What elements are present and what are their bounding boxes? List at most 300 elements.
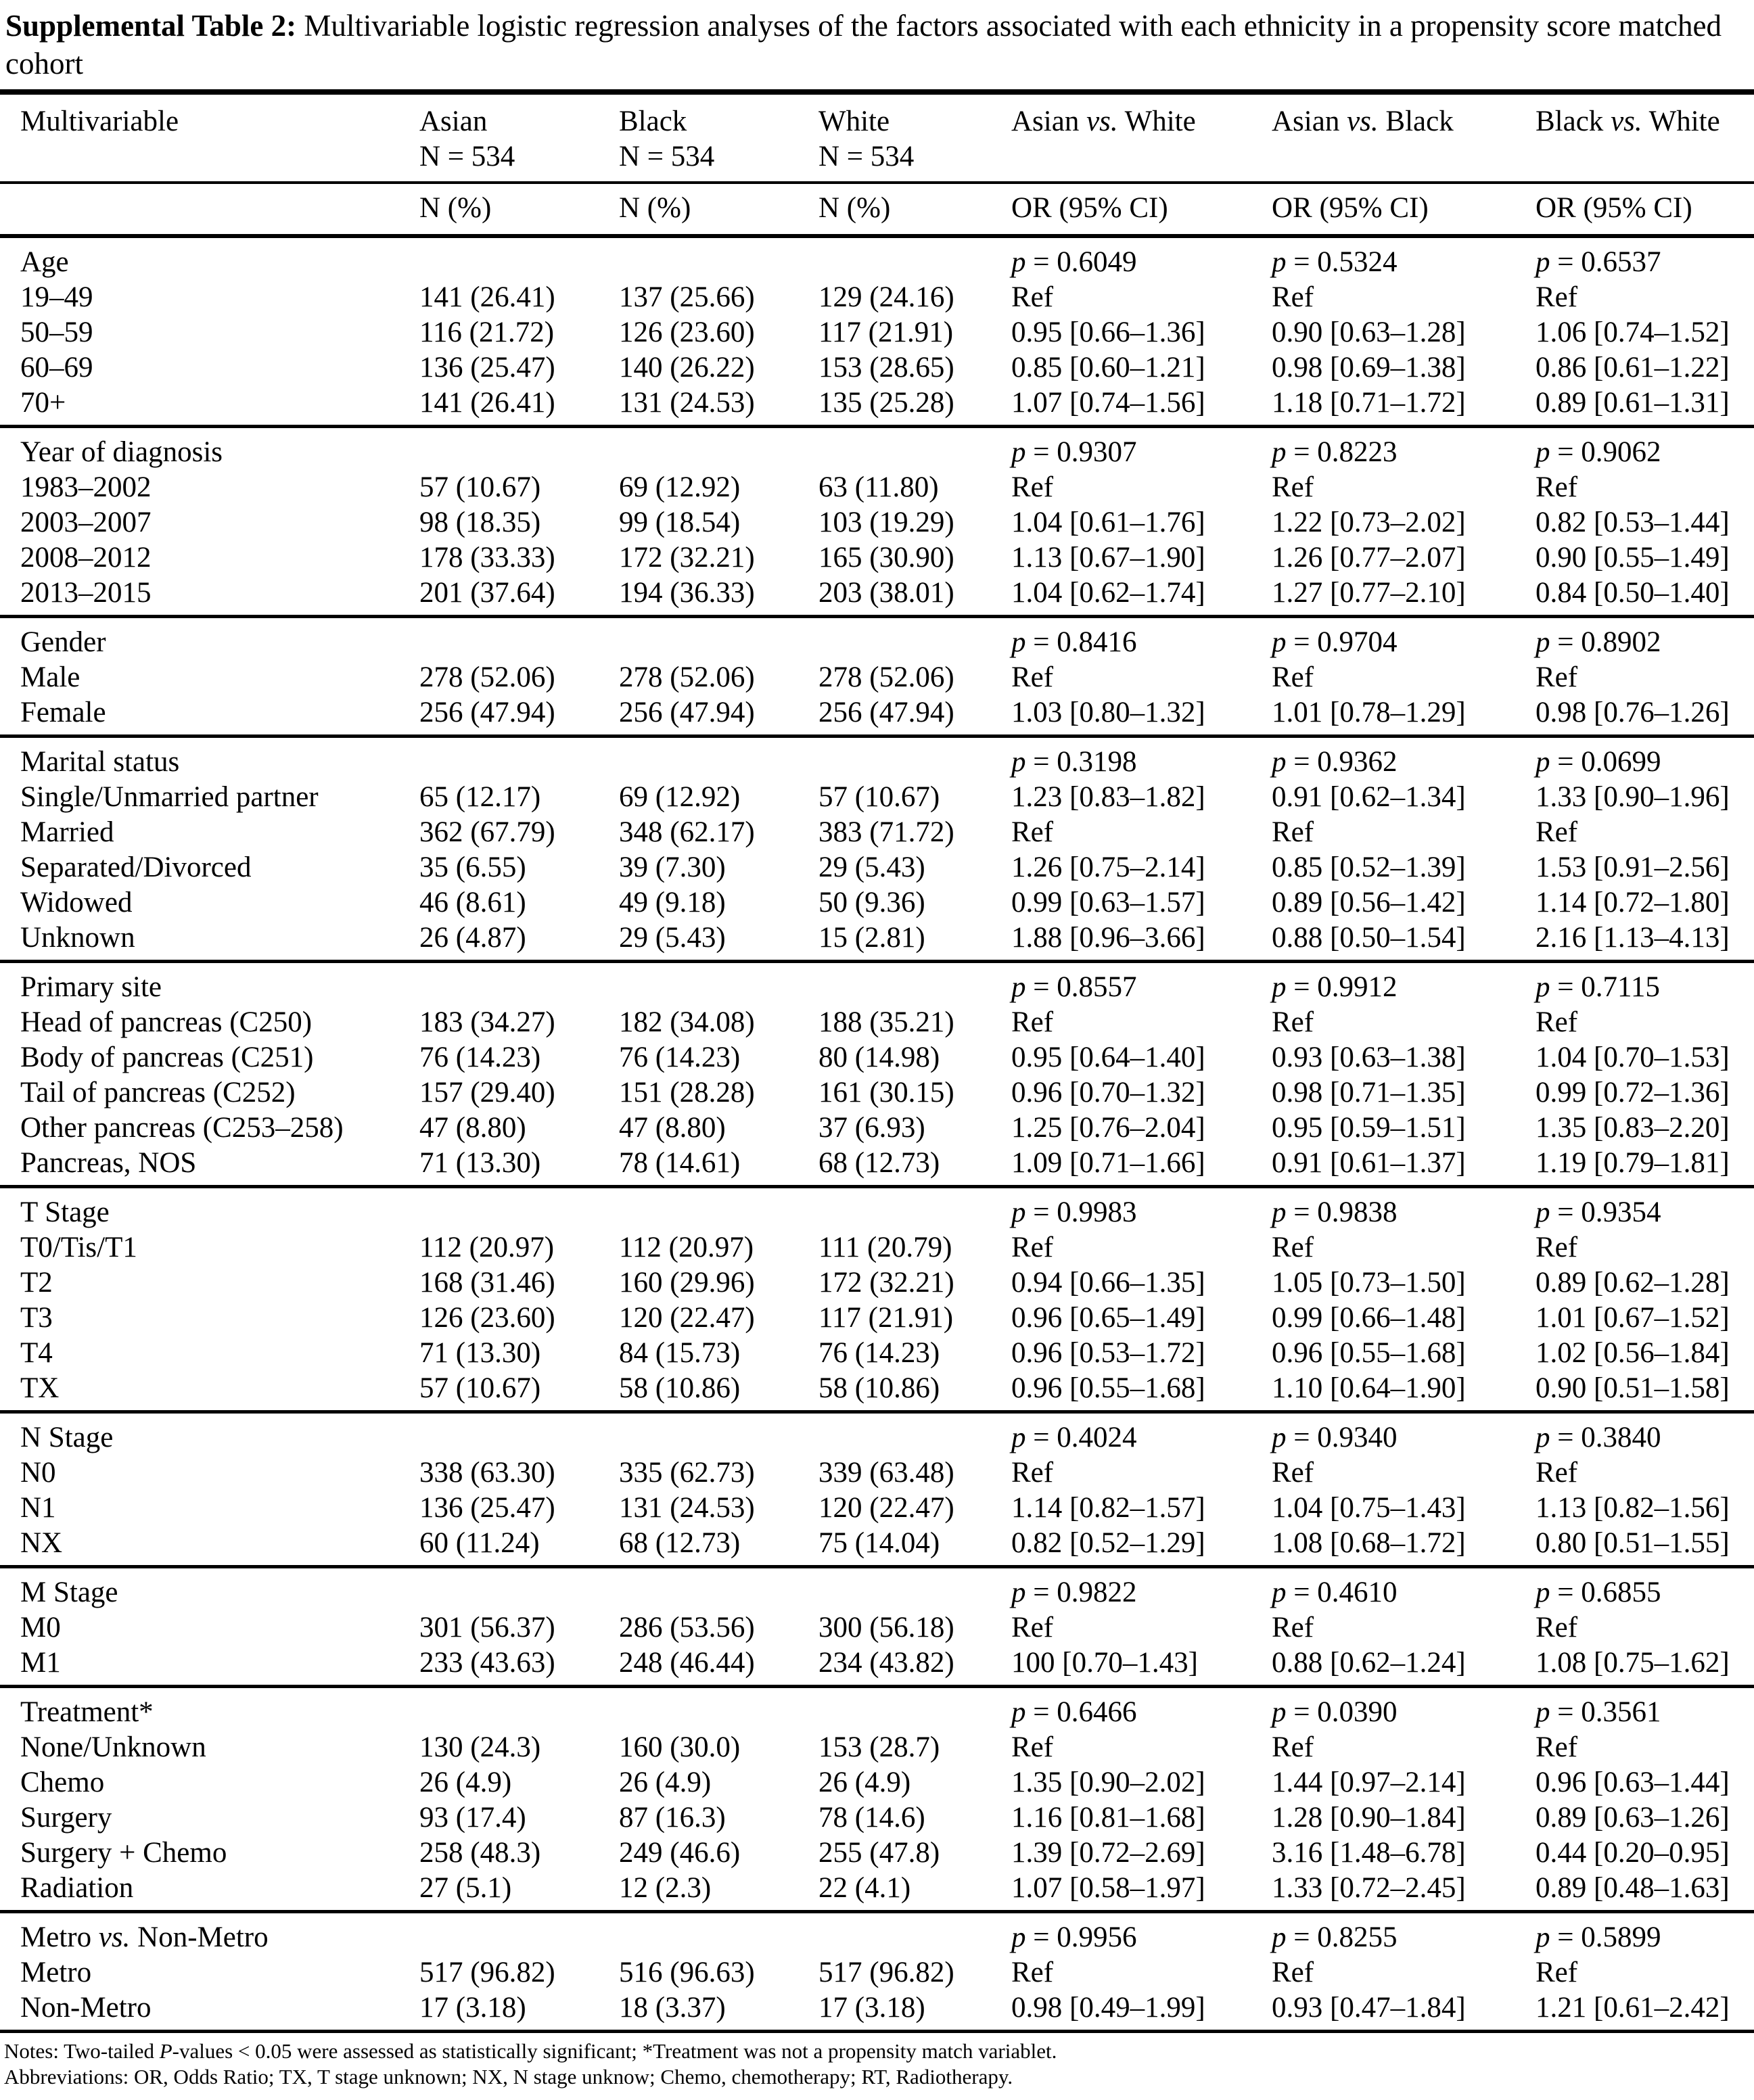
cell-ab: 1.04 [0.75–1.43] <box>1272 1492 1466 1524</box>
cell-bw: Ref <box>1536 1612 1578 1643</box>
cell-black: 126 (23.60) <box>619 317 755 348</box>
cell-ab: Ref <box>1272 1612 1314 1643</box>
column-units-asian: N (%) <box>419 183 619 236</box>
cell-white: 117 (21.91) <box>818 1302 954 1334</box>
cell-white: 78 (14.6) <box>818 1802 925 1834</box>
table-row <box>0 780 1754 815</box>
table-row <box>0 505 1754 540</box>
column-units-ab: OR (95% CI) <box>1272 183 1536 236</box>
row-label: Single/Unmarried partner <box>20 781 319 813</box>
column-subheader-asian: N = 534 <box>419 139 619 183</box>
row-label: Metro <box>20 1957 92 1988</box>
column-header-ab: Asian vs. Black <box>1272 92 1536 139</box>
header-row-main <box>0 92 1754 139</box>
cell-bw: 0.89 [0.62–1.28] <box>1536 1267 1730 1299</box>
cell-ab: 1.28 [0.90–1.84] <box>1272 1802 1466 1834</box>
cell-white: 165 (30.90) <box>818 542 954 574</box>
cell-bw: Ref <box>1536 1232 1578 1263</box>
cell-white: 153 (28.65) <box>818 352 954 383</box>
p-value-cell-aw: p = 0.4024 <box>1011 1412 1272 1456</box>
table-row <box>0 695 1754 737</box>
row-label: T4 <box>20 1337 53 1369</box>
section-label: Metro vs. Non-Metro <box>0 1912 419 1956</box>
row-label: Female <box>20 697 106 728</box>
cell-white: 188 (35.21) <box>818 1006 954 1038</box>
row-label: N0 <box>20 1457 56 1489</box>
cell-bw: 1.35 [0.83–2.20] <box>1536 1112 1730 1144</box>
section-label: N Stage <box>0 1412 419 1456</box>
section-empty-cell <box>619 737 818 780</box>
table-title-text: Multivariable logistic regression analyses of the factors associated with each ethnicity in a propensity score matched cohort <box>5 9 1722 80</box>
table-row <box>0 660 1754 695</box>
cell-bw: Ref <box>1536 1006 1578 1038</box>
section-empty-cell <box>818 962 1011 1006</box>
row-label: Other pancreas (C253–258) <box>20 1112 344 1144</box>
notes-line-1-rest: -values < 0.05 were assessed as statistically significant; *Treatment was not a propensity match variablet. <box>172 2039 1057 2063</box>
cell-bw: 1.14 [0.72–1.80] <box>1536 887 1730 918</box>
p-value-cell-ab: p = 0.8255 <box>1272 1912 1536 1956</box>
column-header-white: White <box>818 92 1011 139</box>
section-empty-cell <box>419 1187 619 1231</box>
column-header-aw: Asian vs. White <box>1011 92 1272 139</box>
column-subheader-bw <box>1536 139 1754 183</box>
table-row <box>0 350 1754 386</box>
row-label: M0 <box>20 1612 61 1643</box>
cell-aw: 1.03 [0.80–1.32] <box>1011 697 1205 728</box>
section-empty-cell <box>619 1187 818 1231</box>
cell-asian: 338 (63.30) <box>419 1457 555 1489</box>
table-row <box>0 1765 1754 1800</box>
row-label: Unknown <box>20 922 135 954</box>
cell-asian: 17 (3.18) <box>419 1990 619 2032</box>
column-subheader-black: N = 534 <box>619 139 818 183</box>
cell-asian: 157 (29.40) <box>419 1077 555 1109</box>
row-label: Head of pancreas (C250) <box>20 1006 313 1038</box>
cell-black: 39 (7.30) <box>619 851 726 883</box>
row-label: TX <box>20 1372 60 1404</box>
cell-ab: 0.90 [0.63–1.28] <box>1272 317 1466 348</box>
row-label: T2 <box>20 1267 53 1299</box>
section-empty-cell <box>419 1567 619 1611</box>
cell-black: 18 (3.37) <box>619 1990 818 2032</box>
p-value-cell-ab: p = 0.9340 <box>1272 1412 1536 1456</box>
section-label: Age <box>20 246 69 278</box>
cell-bw: 1.13 [0.82–1.56] <box>1536 1492 1730 1524</box>
cell-bw: 0.89 [0.48–1.63] <box>1536 1872 1730 1904</box>
p-value-cell-aw: p = 0.6049 <box>1011 246 1137 278</box>
section-row <box>0 1567 1754 1611</box>
cell-asian: 178 (33.33) <box>419 542 555 574</box>
cell-bw: Ref <box>1536 1731 1578 1763</box>
cell-ab: 0.88 [0.50–1.54] <box>1272 922 1466 954</box>
cell-white: 29 (5.43) <box>818 851 925 883</box>
cell-black: 160 (29.96) <box>619 1267 755 1299</box>
table-row <box>0 1955 1754 1990</box>
p-value-cell-ab: p = 0.9912 <box>1272 962 1536 1006</box>
row-label: 70+ <box>20 387 66 419</box>
section-empty-cell <box>619 1412 818 1456</box>
table-row <box>0 1836 1754 1871</box>
cell-aw: 1.39 [0.72–2.69] <box>1011 1837 1205 1869</box>
column-header-asian: Asian <box>419 92 619 139</box>
row-label: Separated/Divorced <box>20 851 252 883</box>
section-empty-cell <box>619 427 818 471</box>
cell-aw: 1.23 [0.83–1.82] <box>1011 781 1205 813</box>
cell-black: 120 (22.47) <box>619 1302 755 1334</box>
section-empty-cell <box>619 236 818 280</box>
cell-bw: 0.84 [0.50–1.40] <box>1536 577 1730 609</box>
table-row <box>0 1111 1754 1146</box>
table-row <box>0 850 1754 885</box>
section-empty-cell <box>419 737 619 780</box>
row-label: Surgery + Chemo <box>20 1837 227 1869</box>
cell-aw: 1.16 [0.81–1.68] <box>1011 1802 1205 1834</box>
section-label: Year of diagnosis <box>0 427 419 471</box>
cell-asian: 301 (56.37) <box>419 1612 555 1643</box>
column-units-bw: OR (95% CI) <box>1536 183 1754 236</box>
cell-asian: 141 (26.41) <box>419 387 555 419</box>
row-label: T0/Tis/T1 <box>20 1232 137 1263</box>
section-row <box>0 1912 1754 1956</box>
table-row <box>0 1610 1754 1646</box>
section-empty-cell <box>419 427 619 471</box>
cell-asian: 76 (14.23) <box>419 1042 541 1073</box>
cell-asian: 93 (17.4) <box>419 1802 526 1834</box>
section-row <box>0 236 1754 280</box>
cell-black: 84 (15.73) <box>619 1337 741 1369</box>
cell-black: 49 (9.18) <box>619 887 726 918</box>
table-row <box>0 386 1754 427</box>
cell-asian: 116 (21.72) <box>419 317 555 348</box>
table-row <box>0 1455 1754 1491</box>
p-value-cell-aw: p = 0.3198 <box>1011 737 1272 780</box>
table-row <box>0 1646 1754 1687</box>
section-label: Marital status <box>0 737 419 780</box>
p-value-cell-bw: p = 0.7115 <box>1536 962 1754 1006</box>
cell-aw: 1.26 [0.75–2.14] <box>1011 851 1205 883</box>
table-row <box>0 280 1754 315</box>
table-body <box>0 236 1754 2032</box>
column-header-label: Multivariable <box>0 92 419 139</box>
cell-aw: 0.82 [0.52–1.29] <box>1011 1527 1205 1559</box>
column-header-bw: Black vs. White <box>1536 92 1754 139</box>
p-value-cell-ab: p = 0.9362 <box>1272 737 1536 780</box>
row-label: Non-Metro <box>0 1990 419 2032</box>
cell-bw: 0.99 [0.72–1.36] <box>1536 1077 1730 1109</box>
cell-aw: Ref <box>1011 1006 1054 1038</box>
cell-black: 335 (62.73) <box>619 1457 755 1489</box>
column-subheader-aw <box>1011 139 1272 183</box>
row-label: Surgery <box>20 1802 112 1834</box>
cell-asian: 136 (25.47) <box>419 352 555 383</box>
cell-bw: 0.98 [0.76–1.26] <box>1536 697 1730 728</box>
section-empty-cell <box>818 1567 1011 1611</box>
section-empty-cell <box>818 1912 1011 1956</box>
cell-white: 135 (25.28) <box>818 387 954 419</box>
p-value-cell-aw: p = 0.9307 <box>1011 427 1272 471</box>
table-title <box>5 7 1747 83</box>
cell-aw: 1.04 [0.61–1.76] <box>1011 507 1205 538</box>
cell-ab: 1.22 [0.73–2.02] <box>1272 507 1466 538</box>
row-label: 2008–2012 <box>20 542 152 574</box>
cell-black: 286 (53.56) <box>619 1612 755 1643</box>
cell-ab: 0.99 [0.66–1.48] <box>1272 1302 1466 1334</box>
table-row <box>0 1336 1754 1371</box>
cell-asian: 65 (12.17) <box>419 781 541 813</box>
section-empty-cell <box>419 1687 619 1731</box>
cell-aw: 0.94 [0.66–1.35] <box>1011 1267 1205 1299</box>
cell-aw: 0.95 [0.64–1.40] <box>1011 1042 1205 1073</box>
cell-aw: Ref <box>1011 661 1054 693</box>
p-value-cell-ab: p = 0.5324 <box>1272 246 1398 278</box>
cell-bw: 1.53 [0.91–2.56] <box>1536 851 1730 883</box>
cell-bw: 0.89 [0.63–1.26] <box>1536 1802 1730 1834</box>
section-label: Treatment* <box>0 1687 419 1731</box>
cell-white: 17 (3.18) <box>818 1990 1011 2032</box>
table-row <box>0 1230 1754 1265</box>
cell-aw: 1.14 [0.82–1.57] <box>1011 1492 1205 1524</box>
p-value-cell-aw: p = 0.6466 <box>1011 1687 1272 1731</box>
cell-black: 348 (62.17) <box>619 816 755 848</box>
cell-bw: Ref <box>1536 1457 1578 1489</box>
p-value-cell-aw: p = 0.9983 <box>1011 1187 1272 1231</box>
cell-asian: 130 (24.3) <box>419 1731 541 1763</box>
table-row <box>0 1005 1754 1040</box>
cell-white: 153 (28.7) <box>818 1731 940 1763</box>
table-row <box>0 576 1754 617</box>
section-row <box>0 737 1754 780</box>
p-value-cell-aw: p = 0.8416 <box>1011 617 1272 661</box>
cell-white: 161 (30.15) <box>818 1077 954 1109</box>
p-value-cell-ab: p = 0.8223 <box>1272 427 1536 471</box>
cell-white: 234 (43.82) <box>818 1647 954 1679</box>
section-empty-cell <box>818 427 1011 471</box>
section-row <box>0 617 1754 661</box>
cell-aw: 1.25 [0.76–2.04] <box>1011 1112 1205 1144</box>
cell-ab: 0.93 [0.63–1.38] <box>1272 1042 1466 1073</box>
row-label: 50–59 <box>20 317 93 348</box>
p-value-cell-bw: p = 0.8902 <box>1536 617 1754 661</box>
section-empty-cell <box>818 617 1011 661</box>
cell-aw: 1.88 [0.96–3.66] <box>1011 922 1205 954</box>
notes-line-1-text: Notes: Two-tailed <box>4 2039 160 2063</box>
cell-ab: 3.16 [1.48–6.78] <box>1272 1837 1466 1869</box>
cell-black: 131 (24.53) <box>619 1492 755 1524</box>
column-header-black: Black <box>619 92 818 139</box>
cell-black: 99 (18.54) <box>619 507 741 538</box>
row-label: 19–49 <box>20 281 93 313</box>
p-value-cell-ab: p = 0.0390 <box>1272 1687 1536 1731</box>
cell-asian: 57 (10.67) <box>419 471 541 503</box>
regression-table <box>0 89 1754 2033</box>
table-row <box>0 815 1754 850</box>
cell-aw: Ref <box>1011 281 1054 313</box>
cell-bw: 1.02 [0.56–1.84] <box>1536 1337 1730 1369</box>
section-label: T Stage <box>0 1187 419 1231</box>
section-row <box>0 962 1754 1006</box>
row-label: Male <box>20 661 80 693</box>
cell-bw: 0.90 [0.55–1.49] <box>1536 542 1730 574</box>
cell-black: 160 (30.0) <box>619 1731 741 1763</box>
cell-aw: 1.35 [0.90–2.02] <box>1011 1767 1205 1798</box>
column-subheader-label <box>0 139 419 183</box>
cell-black: 151 (28.28) <box>619 1077 755 1109</box>
cell-black: 69 (12.92) <box>619 781 741 813</box>
cell-black: 256 (47.94) <box>619 697 755 728</box>
row-label: M1 <box>20 1647 61 1679</box>
cell-asian: 26 (4.9) <box>419 1767 512 1798</box>
section-row <box>0 1187 1754 1231</box>
cell-aw: Ref <box>1011 471 1054 503</box>
cell-white: 26 (4.9) <box>818 1767 911 1798</box>
cell-black: 516 (96.63) <box>619 1957 755 1988</box>
row-label: None/Unknown <box>20 1731 206 1763</box>
cell-ab: Ref <box>1272 281 1314 313</box>
column-subheader-ab <box>1272 139 1536 183</box>
section-empty-cell <box>818 236 1011 280</box>
row-label: Chemo <box>20 1767 105 1798</box>
cell-ab: Ref <box>1272 471 1314 503</box>
section-empty-cell <box>619 962 818 1006</box>
cell-bw: Ref <box>1536 816 1578 848</box>
cell-white: 111 (20.79) <box>818 1232 952 1263</box>
cell-bw: 1.04 [0.70–1.53] <box>1536 1042 1730 1073</box>
cell-black: 140 (26.22) <box>619 352 755 383</box>
cell-asian: 71 (13.30) <box>419 1337 541 1369</box>
cell-asian: 362 (67.79) <box>419 816 555 848</box>
column-units-black: N (%) <box>619 183 818 236</box>
table-row <box>0 1371 1754 1412</box>
cell-aw: 0.96 [0.55–1.68] <box>1011 1372 1205 1404</box>
cell-white: 300 (56.18) <box>818 1612 954 1643</box>
cell-asian: 46 (8.61) <box>419 887 526 918</box>
cell-asian: 60 (11.24) <box>419 1527 540 1559</box>
cell-asian: 258 (48.3) <box>419 1837 541 1869</box>
cell-bw: Ref <box>1536 471 1578 503</box>
row-label: Tail of pancreas (C252) <box>20 1077 296 1109</box>
row-label: 60–69 <box>20 352 93 383</box>
row-label: 2013–2015 <box>20 577 152 609</box>
section-empty-cell <box>619 617 818 661</box>
cell-white: 255 (47.8) <box>818 1837 940 1869</box>
cell-asian: 278 (52.06) <box>419 661 555 693</box>
cell-ab: 1.18 [0.71–1.72] <box>1272 387 1466 419</box>
cell-aw: Ref <box>1011 1457 1054 1489</box>
cell-asian: 35 (6.55) <box>419 851 526 883</box>
p-value-cell-bw: p = 0.6537 <box>1536 246 1661 278</box>
cell-ab: 1.01 [0.78–1.29] <box>1272 697 1466 728</box>
table-row <box>0 540 1754 576</box>
cell-bw: 0.44 [0.20–0.95] <box>1536 1837 1730 1869</box>
cell-white: 58 (10.86) <box>818 1372 940 1404</box>
cell-asian: 183 (34.27) <box>419 1006 555 1038</box>
cell-aw: 0.96 [0.53–1.72] <box>1011 1337 1205 1369</box>
cell-bw: 0.82 [0.53–1.44] <box>1536 507 1730 538</box>
cell-white: 339 (63.48) <box>818 1457 954 1489</box>
cell-aw: 1.09 [0.71–1.66] <box>1011 1147 1205 1179</box>
section-row <box>0 427 1754 471</box>
column-units-label <box>0 183 419 236</box>
cell-white: 50 (9.36) <box>818 887 925 918</box>
cell-aw: Ref <box>1011 1612 1054 1643</box>
table-row <box>0 1730 1754 1765</box>
cell-white: 256 (47.94) <box>818 697 954 728</box>
section-row <box>0 1412 1754 1456</box>
cell-black: 69 (12.92) <box>619 471 741 503</box>
cell-ab: 0.85 [0.52–1.39] <box>1272 851 1466 883</box>
cell-black: 131 (24.53) <box>619 387 755 419</box>
section-empty-cell <box>619 1687 818 1731</box>
cell-white: 15 (2.81) <box>818 922 925 954</box>
section-empty-cell <box>419 617 619 661</box>
table-row <box>0 1265 1754 1301</box>
p-value-cell-bw: p = 0.3561 <box>1536 1687 1754 1731</box>
cell-aw: 0.99 [0.63–1.57] <box>1011 887 1205 918</box>
cell-bw: Ref <box>1536 661 1578 693</box>
cell-bw: 0.89 [0.61–1.31] <box>1536 387 1730 419</box>
row-label: Body of pancreas (C251) <box>20 1042 314 1073</box>
row-label: N1 <box>20 1492 56 1524</box>
cell-ab: 0.91 [0.61–1.37] <box>1272 1147 1466 1179</box>
cell-aw: 100 [0.70–1.43] <box>1011 1647 1198 1679</box>
table-row <box>0 1301 1754 1336</box>
cell-ab: 0.91 [0.62–1.34] <box>1272 781 1466 813</box>
cell-ab: 0.93 [0.47–1.84] <box>1272 1990 1536 2032</box>
table-row <box>0 1146 1754 1187</box>
cell-black: 68 (12.73) <box>619 1527 741 1559</box>
section-label: Gender <box>0 617 419 661</box>
cell-bw: 1.21 [0.61–2.42] <box>1536 1990 1754 2032</box>
cell-asian: 71 (13.30) <box>419 1147 541 1179</box>
cell-aw: Ref <box>1011 816 1054 848</box>
cell-asian: 517 (96.82) <box>419 1957 555 1988</box>
cell-white: 80 (14.98) <box>818 1042 940 1073</box>
cell-white: 120 (22.47) <box>818 1492 954 1524</box>
row-label: NX <box>20 1527 63 1559</box>
cell-bw: Ref <box>1536 281 1578 313</box>
notes-line-1 <box>4 2038 1747 2064</box>
cell-ab: 0.89 [0.56–1.42] <box>1272 887 1466 918</box>
cell-black: 194 (36.33) <box>619 577 755 609</box>
cell-ab: Ref <box>1272 661 1314 693</box>
table-row <box>0 1990 1754 2032</box>
cell-asian: 168 (31.46) <box>419 1267 555 1299</box>
table-row <box>0 1871 1754 1912</box>
column-units-aw: OR (95% CI) <box>1011 183 1272 236</box>
cell-asian: 57 (10.67) <box>419 1372 541 1404</box>
table-row <box>0 1040 1754 1075</box>
cell-ab: 1.44 [0.97–2.14] <box>1272 1767 1466 1798</box>
cell-aw: 1.07 [0.58–1.97] <box>1011 1872 1205 1904</box>
cell-white: 129 (24.16) <box>818 281 954 313</box>
cell-aw: 0.85 [0.60–1.21] <box>1011 352 1205 383</box>
table-title-label: Supplemental Table 2: <box>5 9 297 43</box>
section-empty-cell <box>818 1187 1011 1231</box>
row-label: Radiation <box>20 1872 134 1904</box>
table-notes <box>4 2038 1747 2090</box>
cell-white: 76 (14.23) <box>818 1337 940 1369</box>
table-row <box>0 470 1754 505</box>
table-row <box>0 1800 1754 1836</box>
cell-bw: Ref <box>1536 1957 1578 1988</box>
section-empty-cell <box>419 236 619 280</box>
cell-ab: 1.08 [0.68–1.72] <box>1272 1527 1466 1559</box>
cell-black: 112 (20.97) <box>619 1232 754 1263</box>
cell-asian: 26 (4.87) <box>419 922 526 954</box>
cell-white: 278 (52.06) <box>818 661 954 693</box>
p-value-cell-bw: p = 0.0699 <box>1536 737 1754 780</box>
cell-aw: Ref <box>1011 1957 1054 1988</box>
